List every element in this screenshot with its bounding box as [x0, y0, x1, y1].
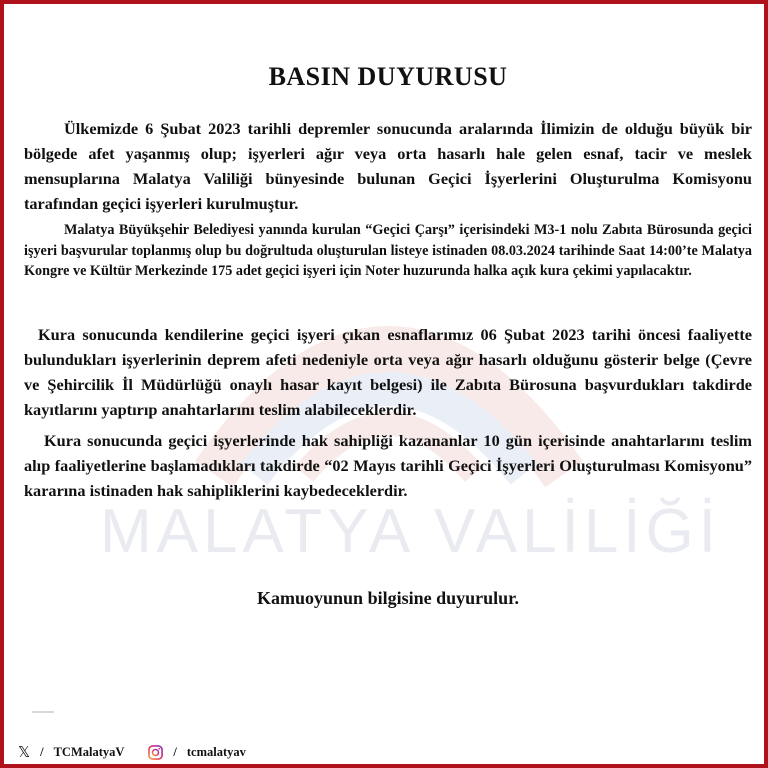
watermark-text: MALATYA VALİLİĞİ	[100, 497, 721, 566]
separator: /	[173, 744, 177, 759]
x-logo-icon[interactable]: 𝕏	[18, 742, 31, 761]
instagram-handle-link[interactable]: tcmalatyav	[186, 744, 246, 759]
paragraph-4: Kura sonucunda geçici işyerlerinde hak sahipliği kazananlar 10 gün içerisinde anahtarlarını teslim alıp faaliyetlerine başlamadıkları takdirde “02 Mayıs tarihli Geçici İşyerleri Oluşturulması Komisyonu” kararına istinaden hak sahipliklerini kaybedeceklerdir.	[24, 431, 752, 500]
x-handle-link[interactable]: TCMalatyaV	[53, 744, 125, 759]
divider	[32, 711, 54, 713]
instagram-icon[interactable]	[148, 745, 163, 760]
page-title: BASIN DUYURUSU	[268, 62, 508, 91]
separator: /	[40, 744, 44, 759]
social-footer	[18, 742, 246, 762]
paragraph-1: Ülkemizde 6 Şubat 2023 tarihli depremler sonucunda aralarında İlimizin de olduğu büyük bir bölgede afet yaşanmış olup; işyerleri ağır veya orta hasarlı hale gelen esnaf, tacir ve meslek mensuplarına Malatya Valiliği bünyesinde bulunan Geçici İşyerlerini Oluşturulma Komisyonu tarafından geçici işyerleri kurulmuştur.	[24, 119, 752, 213]
paragraph-2: Malatya Büyükşehir Belediyesi yanında kurulan “Geçici Çarşı” içerisindeki M3-1 nolu Zabıta Bürosunda geçici işyeri başvurular toplanmış olup bu doğrultuda oluşturulan listeye istinaden 08.03.2024 tarihinde Saat 14:00’te Malatya Kongre ve Kültür Merkezinde 175 adet geçici işyeri için Noter huzurunda halka açık kura çekimi yapılacaktır.	[24, 222, 752, 279]
paragraph-3: Kura sonucunda kendilerine geçici işyeri çıkan esnaflarımız 06 Şubat 2023 tarihi öncesi faaliyette bulundukları işyerlerinin deprem afeti nedeniyle orta veya ağır hasarlı olduğunu gösterir belge (Çevre ve Şehircilik İl Müdürlüğü onaylı hasar kayıt belgesi) ile Zabıta Bürosuna başvurdukları takdirde kayıtlarını yaptırıp anahtarlarını teslim alabileceklerdir.	[24, 325, 752, 419]
closing-statement: Kamuoyunun bilgisine duyurulur.	[257, 588, 519, 608]
